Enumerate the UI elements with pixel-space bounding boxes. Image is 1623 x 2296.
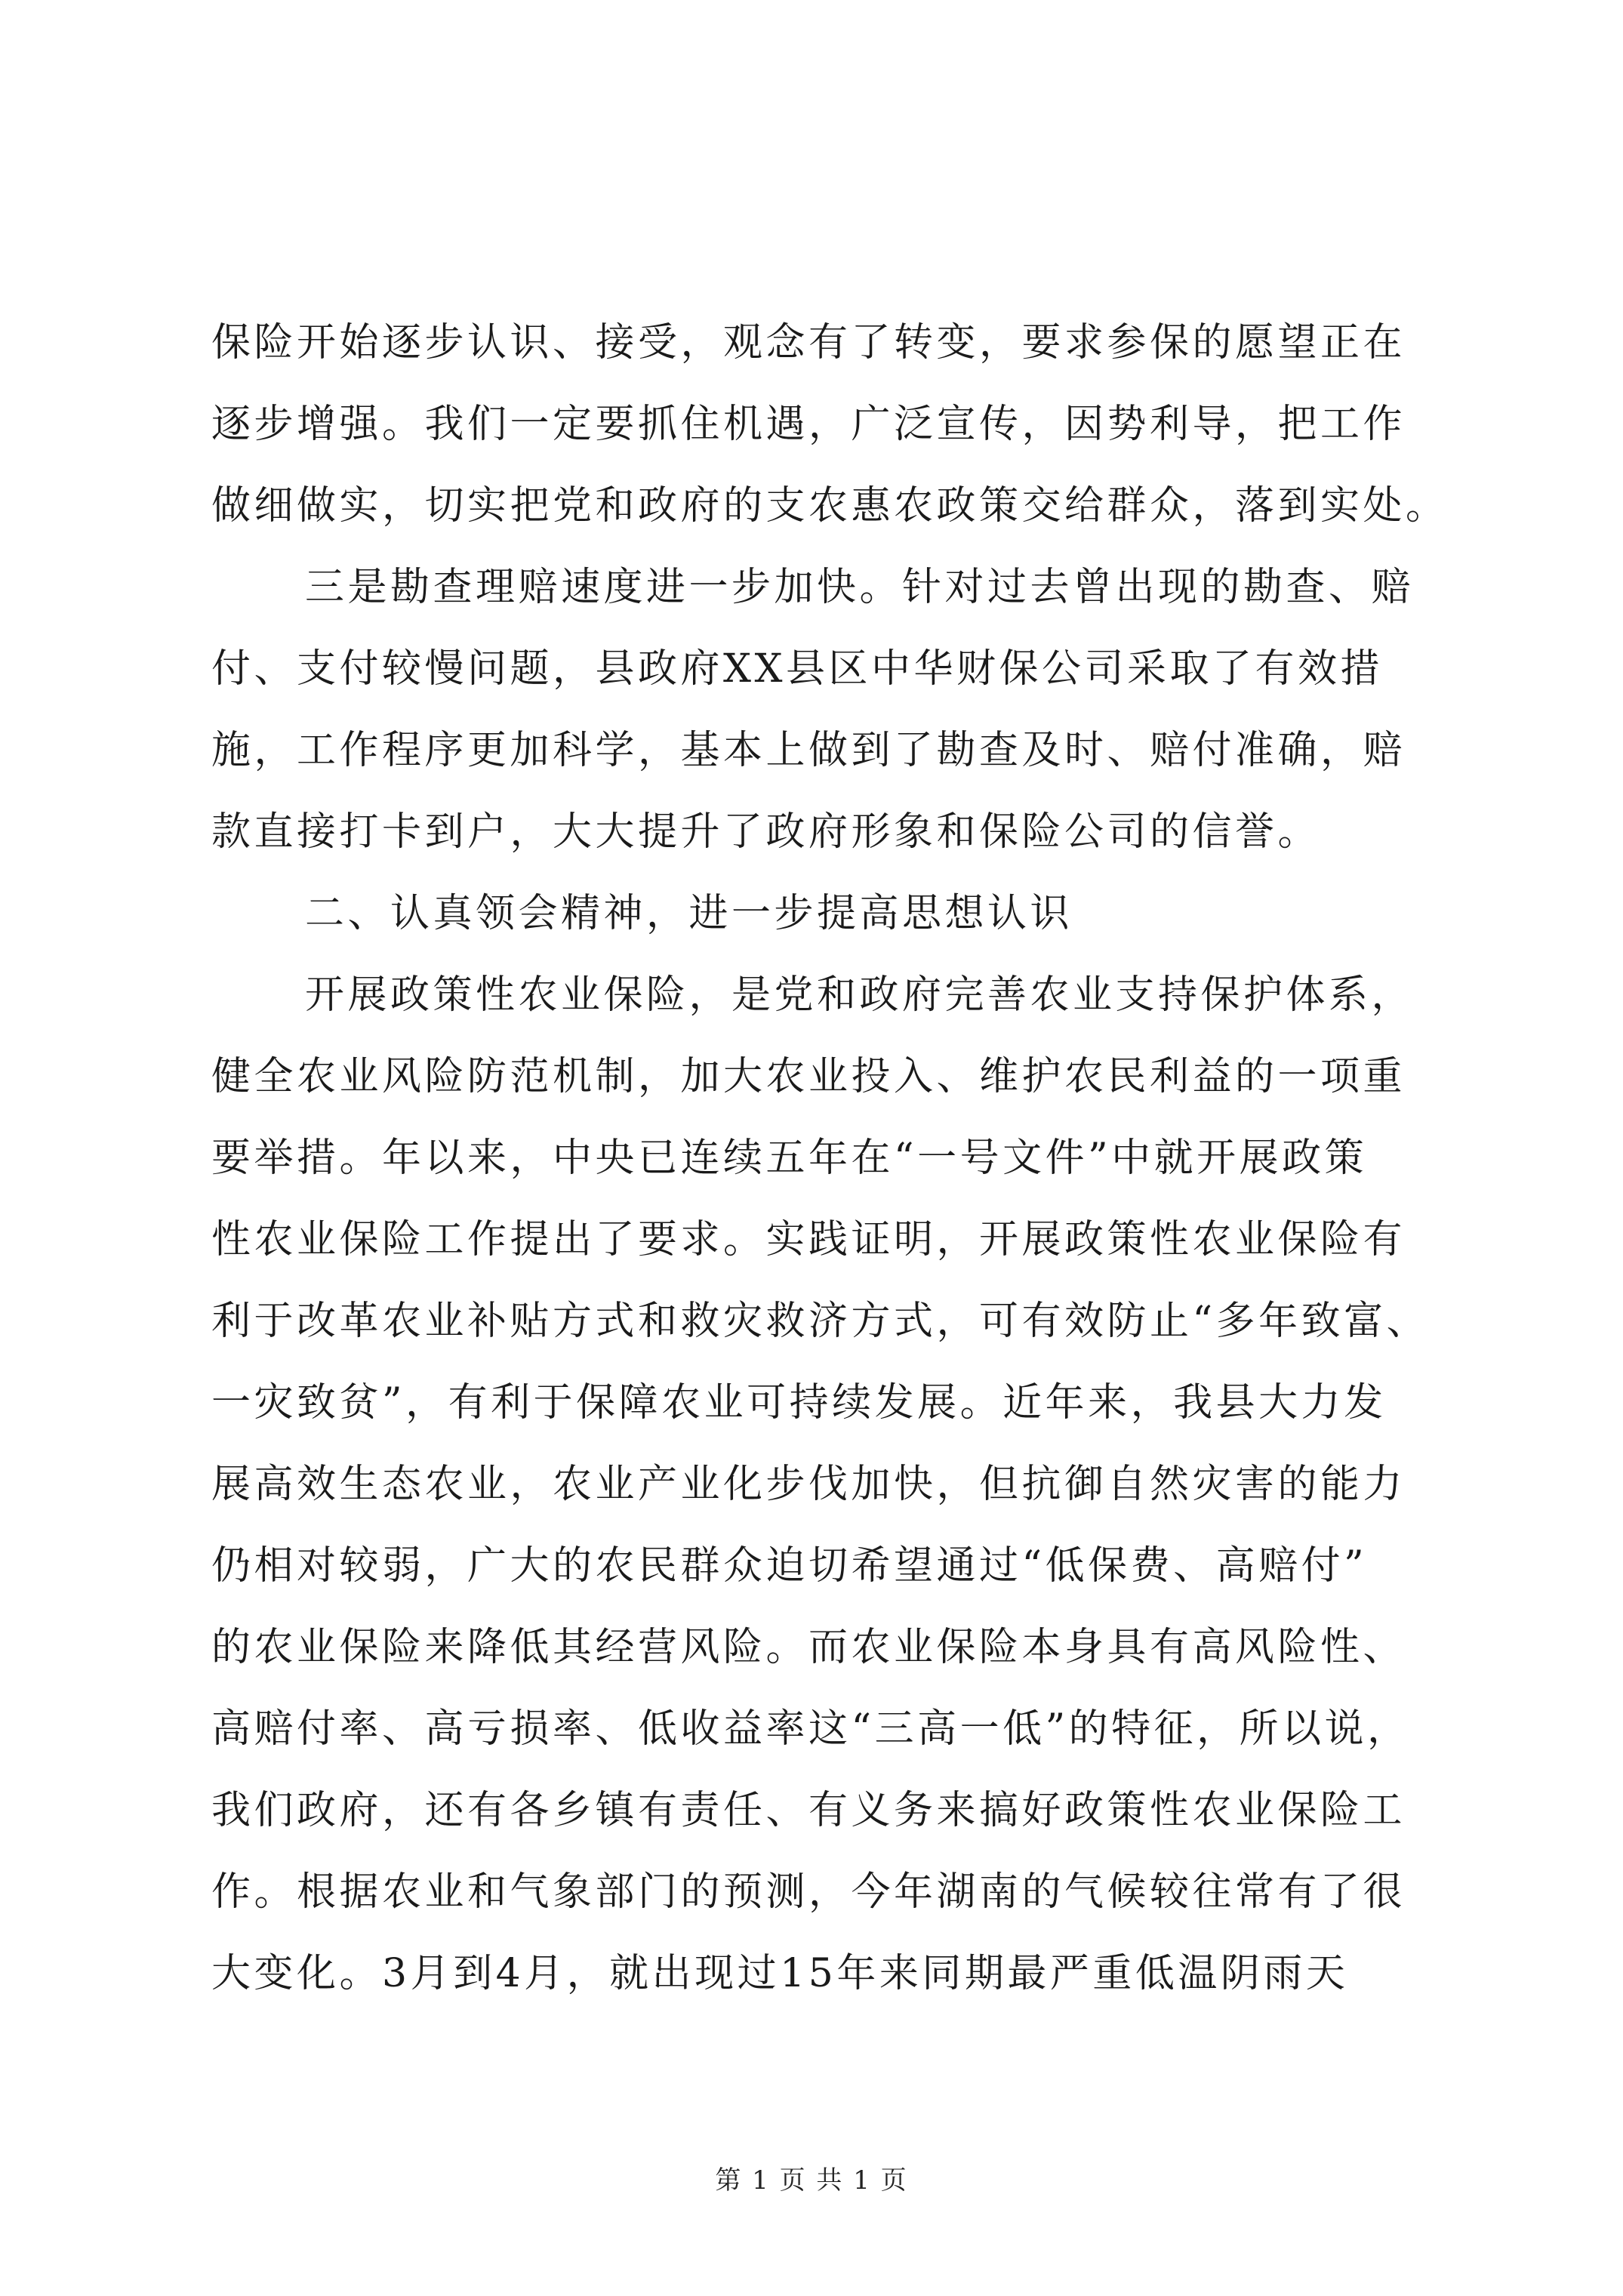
text-line: 一灾致贫”，有利于保障农业可持续发展。近年来，我县大力发 (211, 1380, 1387, 1425)
text-line: 保险开始逐步认识、接受，观念有了转变，要求参保的愿望正在 (211, 320, 1406, 365)
text-line: 展高效生态农业，农业产业化步伐加快，但抗御自然灾害的能力 (211, 1462, 1406, 1507)
text-line: 我们政府，还有各乡镇有责任、有义务来搞好政策性农业保险工 (211, 1788, 1406, 1833)
text-line: 做细做实，切实把党和政府的支农惠农政策交给群众，落到实处。 (211, 483, 1449, 529)
text-line: 逐步增强。我们一定要抓住机遇，广泛宣传，因势利导，把工作 (211, 402, 1406, 447)
text-line: 款直接打卡到户，大大提升了政府形象和保险公司的信誉。 (211, 809, 1321, 855)
text-line: 开展政策性农业保险，是党和政府完善农业支持保护体系， (305, 972, 1415, 1018)
text-line: 三是勘查理赔速度进一步加快。针对过去曾出现的勘查、赔 (305, 565, 1415, 610)
text-line: 施，工作程序更加科学，基本上做到了勘查及时、赔付准确，赔 (211, 728, 1406, 773)
text-line: 仍相对较弱，广大的农民群众迫切希望通过“低保费、高赔付” (211, 1543, 1368, 1589)
text-line: 要举措。年以来，中央已连续五年在“一号文件”中就开展政策 (211, 1136, 1368, 1181)
body-text (211, 302, 1449, 2014)
text-line: 的农业保险来降低其经营风险。而农业保险本身具有高风险性、 (211, 1625, 1406, 1670)
section-heading: 二、认真领会精神，进一步提高思想认识 (305, 891, 1073, 936)
text-line: 高赔付率、高亏损率、低收益率这“三高一低”的特征，所以说， (211, 1706, 1410, 1752)
text-line: 付、支付较慢问题，县政府XX县区中华财保公司采取了有效措 (211, 646, 1384, 692)
text-line: 健全农业风险防范机制，加大农业投入、维护农民利益的一项重 (211, 1054, 1406, 1099)
text-line: 大变化。3月到4月，就出现过15年来同期最严重低温阴雨天 (211, 1951, 1349, 1996)
text-line: 性农业保险工作提出了要求。实践证明，开展政策性农业保险有 (211, 1217, 1406, 1262)
text-line: 利于改革农业补贴方式和救灾救济方式，可有效防止“多年致富、 (211, 1299, 1430, 1344)
page-number-footer: 第 1 页 共 1 页 (715, 2165, 908, 2196)
text-line: 作。根据农业和气象部门的预测，今年湖南的气候较往常有了很 (211, 1869, 1406, 1915)
